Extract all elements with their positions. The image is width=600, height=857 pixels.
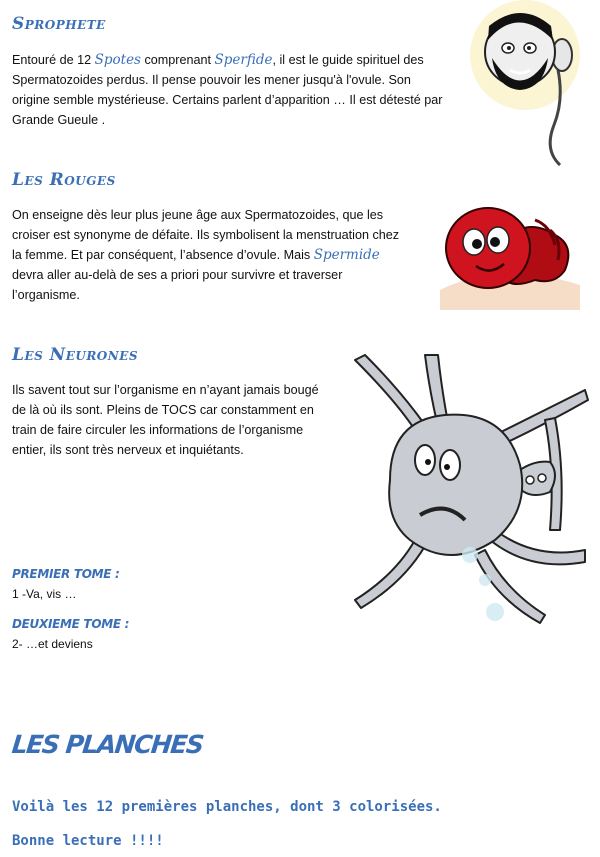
sprophete-description: Entouré de 12 Spotes comprenant Sperfide, il est le guide spirituel des Spermatozoides perdus. Il pense pouvoir les mener jusqu'à l'ovule. Son origine semble mystérieuse. Certains parlent d’apparition … Il est détesté par Grande Gueule .: [12, 52, 443, 127]
premier-tome-text: 1 -Va, vis …: [12, 587, 77, 601]
planches-intro: Voilà les 12 premières planches, dont 3 colorisées.: [12, 799, 442, 815]
bonne-lecture: Bonne lecture !!!!: [12, 833, 164, 849]
planches-title: LES PLANCHES: [10, 730, 205, 759]
name-spermide: Spermide: [313, 247, 380, 263]
name-sperfide: Sperfide: [214, 52, 273, 68]
neurones-description: Ils savent tout sur l’organisme en n’ayant jamais bougé de là où ils sont. Pleins de TOCS car constamment en train de faire circuler les informations de l’organisme entier, ils sont très nerveux et inquiétants.: [12, 383, 319, 457]
rouges-illustration: [440, 190, 580, 310]
sprophete-title: Sprophete: [12, 14, 106, 34]
neurones-illustration: [345, 350, 595, 635]
premier-tome-title: PREMIER TOME :: [12, 566, 120, 582]
sprophete-illustration: [470, 0, 585, 170]
deuxieme-tome-title: DEUXIEME TOME :: [12, 616, 130, 632]
rouges-title: Les Rouges: [12, 170, 116, 190]
deuxieme-tome-text: 2- …et deviens: [12, 637, 93, 651]
neurones-title: Les Neurones: [12, 345, 139, 365]
rouges-description: On enseigne dès leur plus jeune âge aux Spermatozoides, que les croiser est synonyme de défaite. Ils symbolisent la menstruation chez la femme. Et par conséquent, l’absence d’ovule. Mais Spermide devra aller au-delà de ses a priori pour survivre et traverser l’organisme.: [12, 208, 400, 302]
name-spotes: Spotes: [94, 52, 141, 68]
